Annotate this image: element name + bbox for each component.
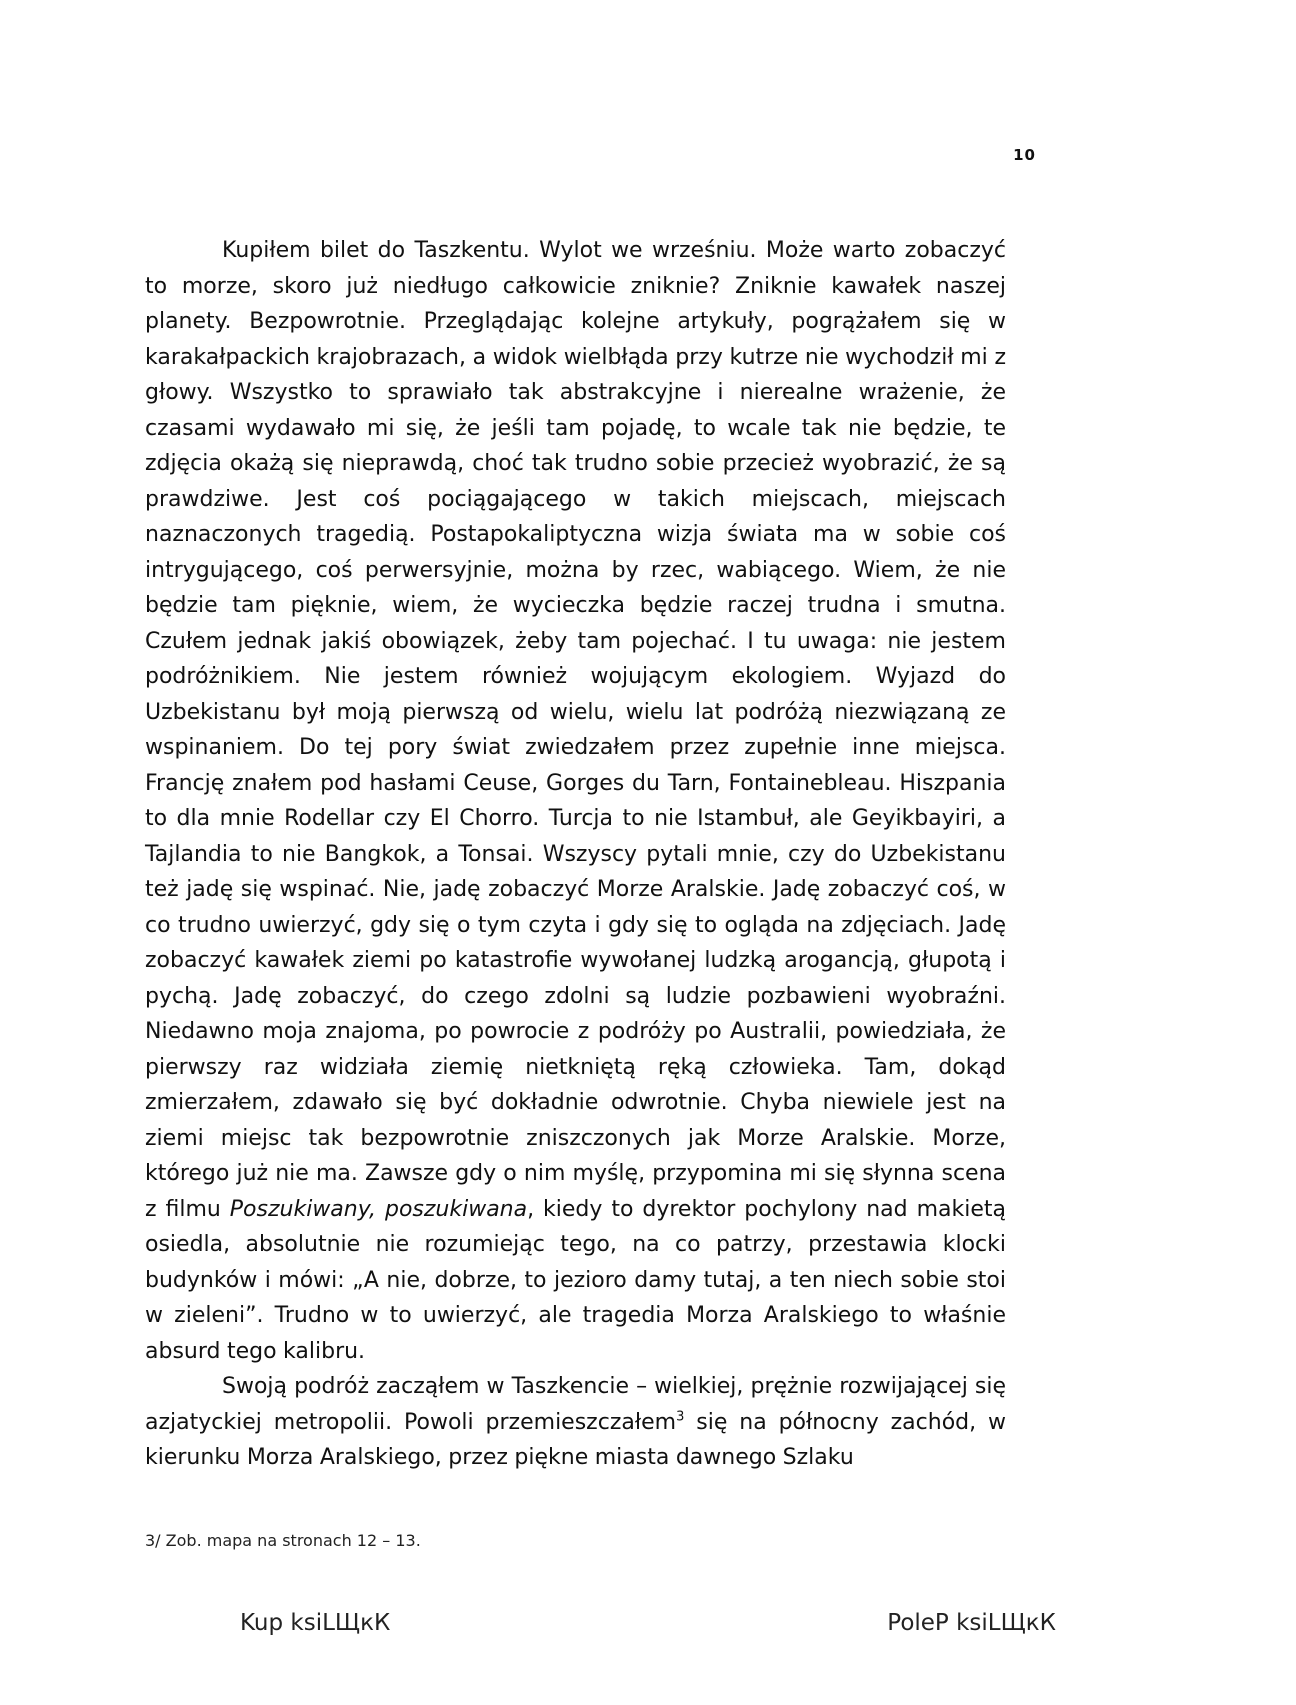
paragraph-2 <box>145 1369 1006 1476</box>
paragraph-1-text-continued: , kiedy to dyrektor pochylony nad makietą osiedla, absolutnie nie rozumiejąc tego, na co patrzy, przestawia klocki budynków i mówi: „A nie, dobrze, to jezioro damy tutaj, a ten niech sobie stoi w zieleni”. Trudno w to uwierzyć, ale tragedia Morza Aralskiego to właśnie absurd tego kalibru. <box>145 1196 1006 1364</box>
paragraph-1 <box>145 233 1006 1369</box>
page-number: 10 <box>1013 146 1036 164</box>
paragraph-2-text: Swoją podróż zacząłem w Taszkencie – wielkiej, prężnie rozwijającej się azjatyckiej metropolii. Powoli przemieszczałem <box>145 1374 1006 1435</box>
body-text <box>145 233 1006 1476</box>
footer-buy-book-link[interactable]: Kup ksiLЩкК <box>240 1610 391 1636</box>
film-title: Poszukiwany, poszukiwana <box>229 1196 528 1222</box>
footnote-reference: 3 <box>676 1409 685 1425</box>
paragraph-1-text: Kupiłem bilet do Taszkentu. Wylot we wrześniu. Może warto zobaczyć to morze, skoro już niedługo całkowicie zniknie? Zniknie kawałek naszej planety. Bezpowrotnie. Przeglądając kolejne artykuły, pogrążałem się w karakałpackich krajobrazach, a widok wielbłąda przy kutrze nie wychodził mi z głowy. Wszystko to sprawiało tak abstrakcyjne i nierealne wrażenie, że czasami wydawało mi się, że jeśli tam pojadę, to wcale tak nie będzie, te zdjęcia okażą się nieprawdą, choć tak trudno sobie przecież wyobrazić, że są prawdziwe. Jest coś pociągającego w takich miejscach, miejscach naznaczonych tragedią. Postapokaliptyczna wizja świata ma w sobie coś intrygującego, coś perwersyjnie, można by rzec, wabiącego. Wiem, że nie będzie tam pięknie, wiem, że wycieczka będzie raczej trudna i smutna. Czułem jednak jakiś obowiązek, żeby tam pojechać. I tu uwaga: nie jestem podróżnikiem. Nie jestem również wojującym ekologiem. Wyjazd do Uzbekistanu był moją pierwszą od wielu, wielu lat podróżą niezwiązaną ze wspinaniem. Do tej pory świat zwiedzałem przez zupełnie inne miejsca. Francję znałem pod hasłami Ceuse, Gorges du Tarn, Fontainebleau. Hiszpania to dla mnie Rodellar czy El Chorro. Turcja to nie Istambuł, ale Geyikbayiri, a Tajlandia to nie Bangkok, a Tonsai. Wszyscy pytali mnie, czy do Uzbekistanu też jadę się wspinać. Nie, jadę zobaczyć Morze Aralskie. Jadę zobaczyć coś, w co trudno uwierzyć, gdy się o tym czyta i gdy się to ogląda na zdjęciach. Jadę zobaczyć kawałek ziemi po katastrofie wywołanej ludzką arogancją, głupotą i pychą. Jadę zobaczyć, do czego zdolni są ludzie pozbawieni wyobraźni. Niedawno moja znajoma, po powrocie z podróży po Australii, powiedziała, że pierwszy raz widziała ziemię nietkniętą ręką człowieka. Tam, dokąd zmierzałem, zdawało się być dokładnie odwrotnie. Chyba niewiele jest na ziemi miejsc tak bezpowrotnie zniszczonych jak Morze Aralskie. Morze, którego już nie ma. Zawsze gdy o nim myślę, przypomina mi się słynna scena z filmu <box>145 238 1006 1222</box>
footnote: 3/ Zob. mapa na stronach 12 – 13. <box>145 1531 421 1550</box>
footer-recommend-book-link[interactable]: PoleP ksiLЩкК <box>887 1610 1056 1636</box>
paragraph-2-text-continued: się na północny zachód, w kierunku Morza Aralskiego, przez piękne miasta dawnego Szlaku <box>145 1409 1006 1470</box>
